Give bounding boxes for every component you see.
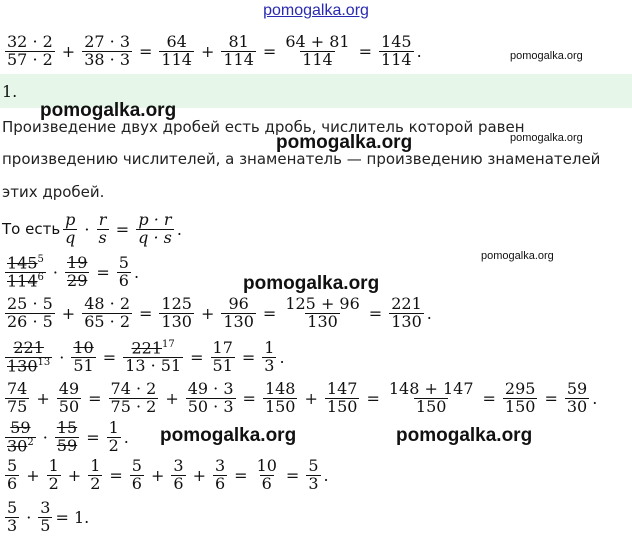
equation-row-1: $\frac{32 \cdot 2}{57 \cdot 2}$ + $\frac{27 \cdot 3}{38 \cdot 3}$ = $\frac{64}{114}$ + $\frac{81}{114}$ = $\frac{64 + 81}{114}$ = $\frac{145}{114}$ .	[7, 32, 422, 69]
watermark-big: pomogalka.org	[276, 132, 413, 153]
rule-formula: То есть $\frac{p}{q}$ · $\frac{r}{s}$ = $\frac{p \cdot r}{q \cdot s}$ .	[2, 210, 182, 247]
equation-row-8: $\frac{5}{3}$ · $\frac{3}{5}$ = 1.	[7, 498, 90, 535]
watermark-big: pomogalka.org	[243, 273, 380, 294]
fraction: $\frac{64 + 81}{114}$	[285, 32, 350, 69]
equation-row-4: $\frac{221}{130^{13}}$ · $\frac{10}{51}$ = $\frac{221^{17}}{13 \cdot 51}$ = $\frac{17}{51}$ = $\frac{1}{3}$ .	[7, 338, 285, 376]
equation-row-7: $\frac{5}{6}$ + $\frac{1}{2}$ + $\frac{1}{2}$ = $\frac{5}{6}$ + $\frac{3}{6}$ + $\frac{3}{6}$ = $\frac{10}{6}$ = $\frac{5}{3}$ .	[7, 456, 329, 493]
fraction: $\frac{81}{114}$	[223, 32, 254, 69]
watermark-small: pomogalka.org	[510, 50, 583, 62]
equation-row-5: $\frac{74}{75}$ + $\frac{49}{50}$ = $\frac{74 \cdot 2}{75 \cdot 2}$ + $\frac{49 \cdot 3}{50 \cdot 3}$ = $\frac{148}{150}$ + $\frac{147}{150}$ = $\frac{148 + 147}{150}$ = $\frac{295}{150}$ = $\frac{59}{30}$ .	[7, 379, 598, 416]
rule-line-2: произведению числителей, а знаменатель — произведению знаменателей	[2, 150, 601, 168]
watermark-top[interactable]: pomogalka.org	[263, 2, 369, 19]
watermark-small: pomogalka.org	[481, 250, 554, 262]
equation-row-3: $\frac{25 \cdot 5}{26 \cdot 5}$ + $\frac{48 \cdot 2}{65 \cdot 2}$ = $\frac{125}{130}$ + $\frac{96}{130}$ = $\frac{125 + 96}{130}$ = $\frac{221}{130}$ .	[7, 294, 432, 331]
fraction: $\frac{64}{114}$	[161, 32, 192, 69]
watermark-small: pomogalka.org	[510, 132, 583, 144]
watermark-big: pomogalka.org	[40, 100, 177, 121]
watermark-big: pomogalka.org	[396, 425, 533, 446]
item-number: 1.	[2, 82, 18, 101]
fraction: $\frac{32 \cdot 2}{57 \cdot 2}$	[7, 32, 53, 69]
rule-line-3: этих дробей.	[2, 183, 105, 201]
fraction: $\frac{145}{114}$	[381, 32, 412, 69]
rule-line-1: Произведение двух дробей есть дробь, числитель которой равен	[2, 118, 525, 136]
equation-row-2: $\frac{145^5}{114^6}$ · $\frac{19}{29}$ = $\frac{5}{6}$ .	[7, 253, 140, 291]
fraction: $\frac{27 \cdot 3}{38 \cdot 3}$	[84, 32, 130, 69]
watermark-big: pomogalka.org	[160, 425, 297, 446]
equation-row-6: $\frac{59}{30^2}$ · $\frac{15}{59}$ = $\frac{1}{2}$ .	[7, 418, 129, 456]
